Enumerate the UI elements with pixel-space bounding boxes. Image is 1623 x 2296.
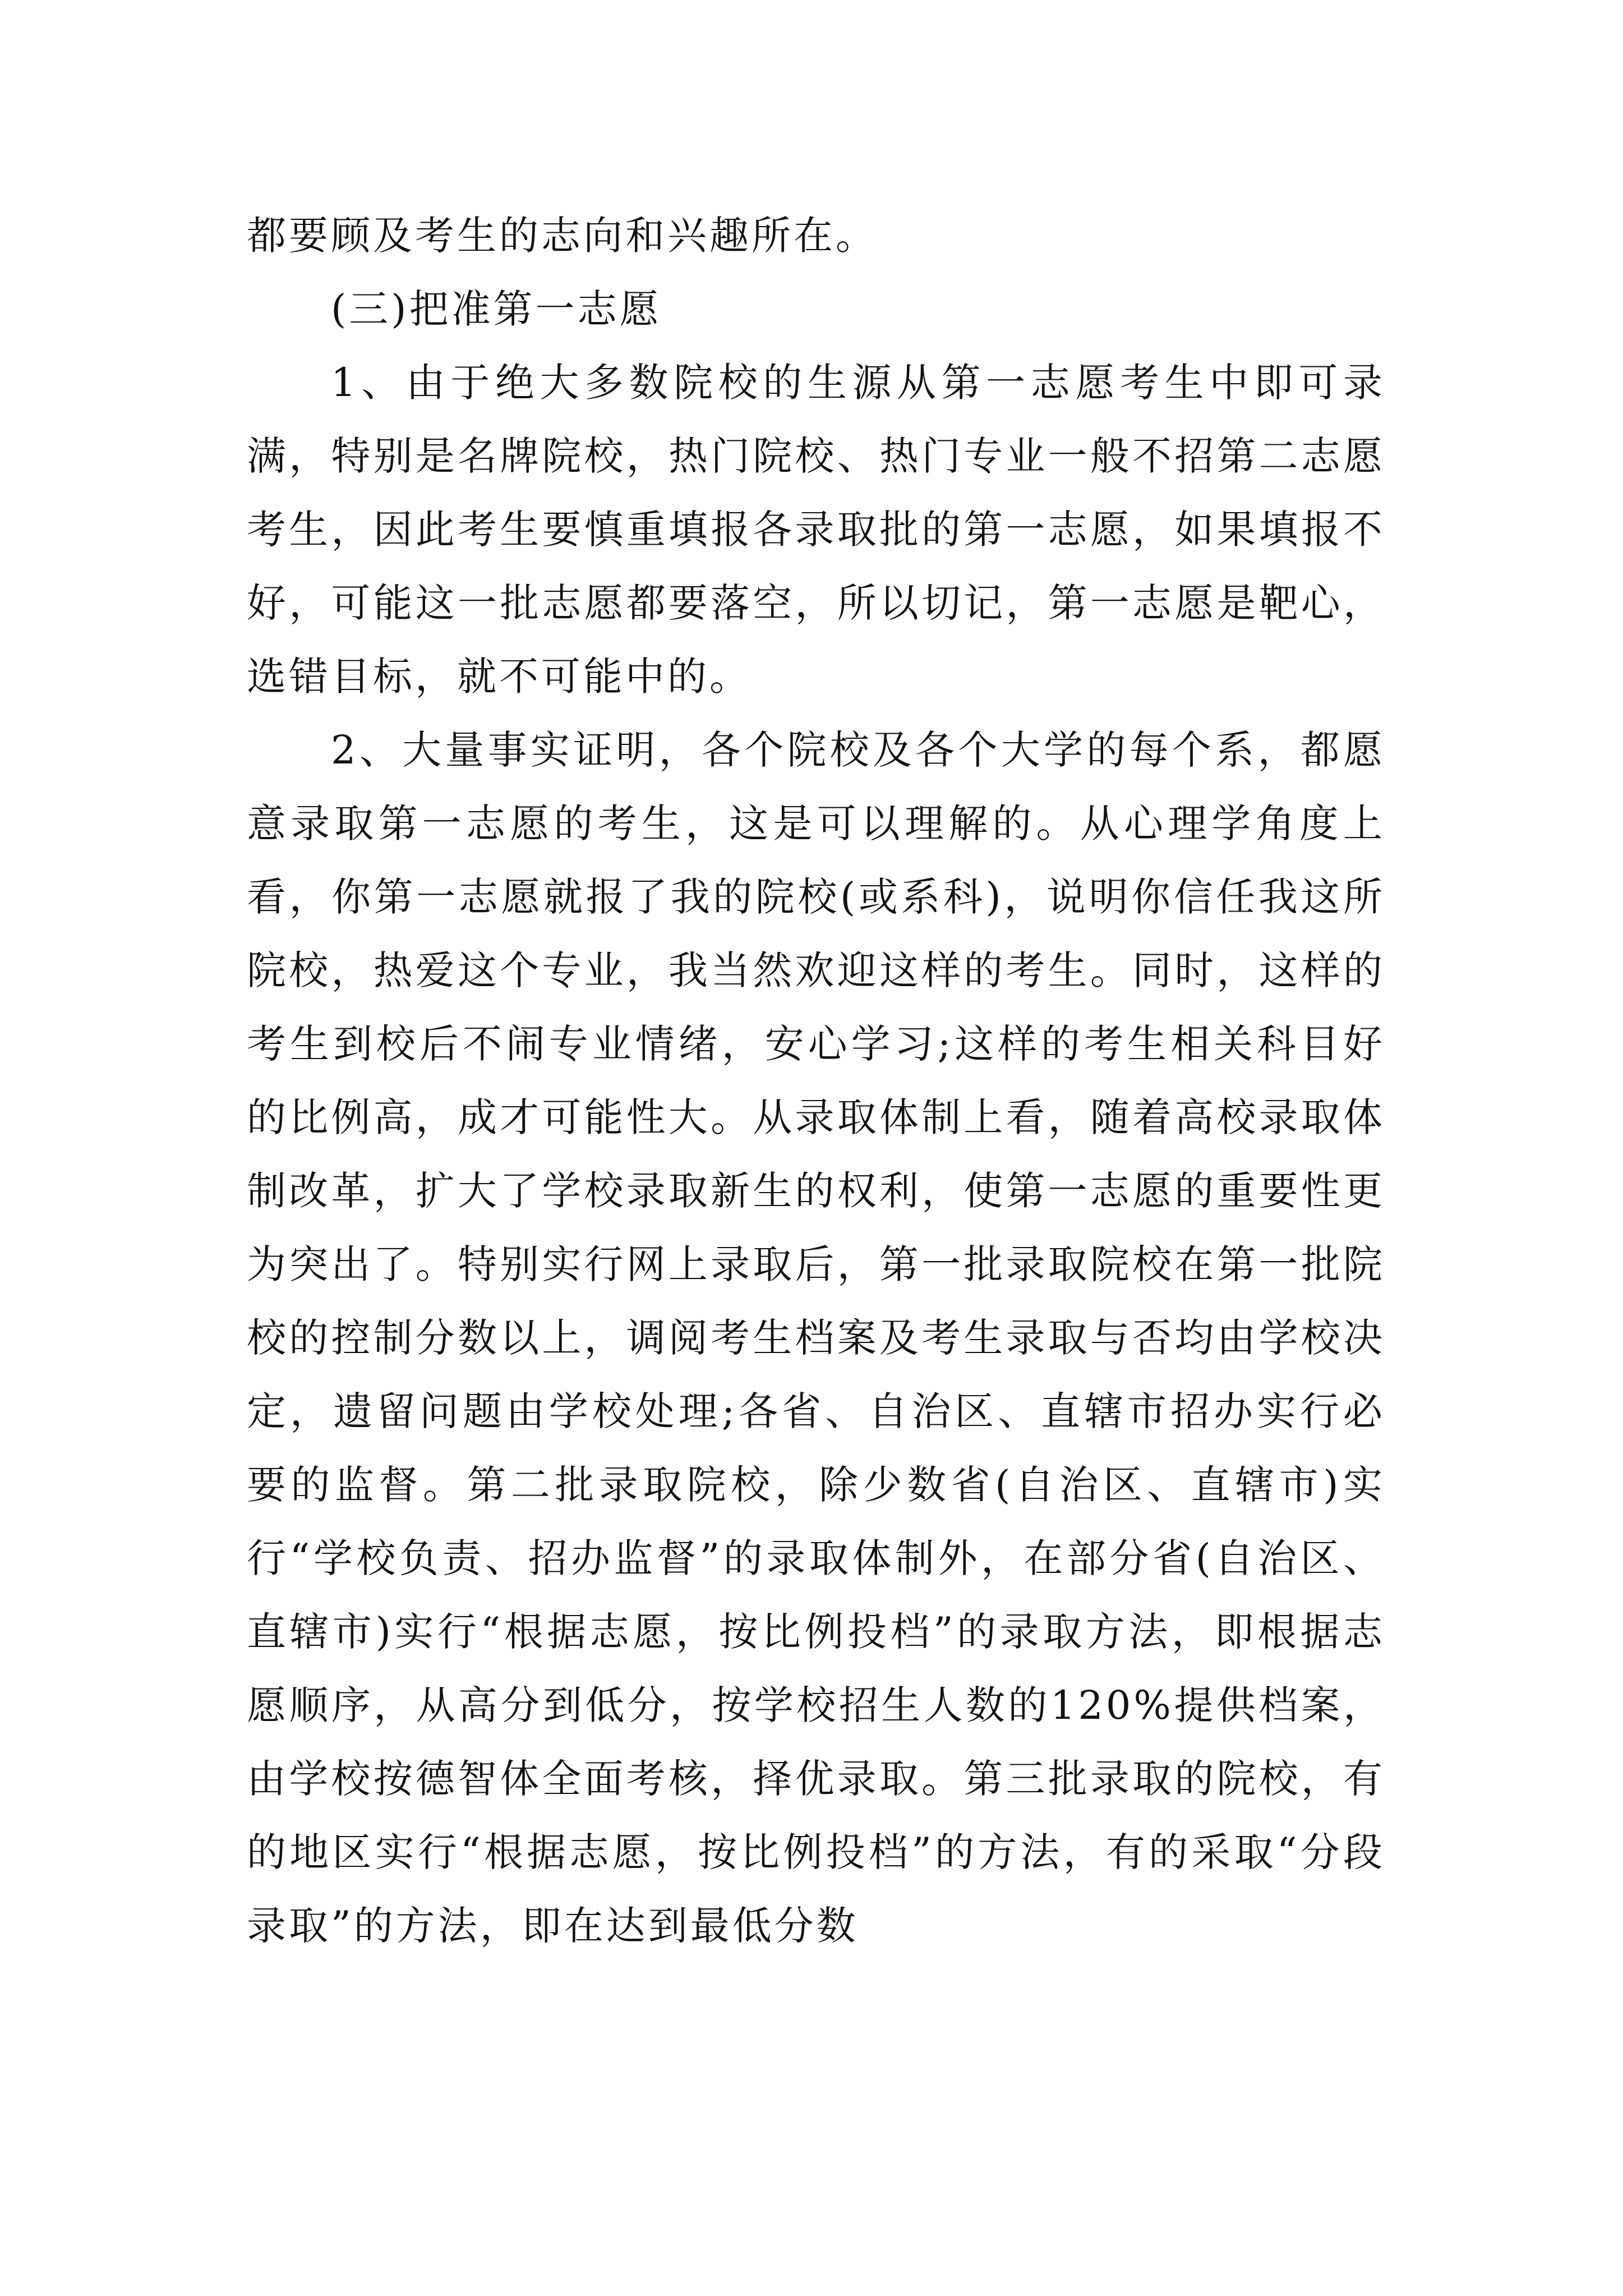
section-heading: (三)把准第一志愿	[331, 286, 662, 332]
paragraph-continuation: 都要顾及考生的志向和兴趣所在。	[247, 213, 878, 259]
document-page	[247, 199, 1385, 1963]
paragraph-point-1: 1、由于绝大多数院校的生源从第一志愿考生中即可录满，特别是名牌院校，热门院校、热门专业一般不招第二志愿考生，因此考生要慎重填报各录取批的第一志愿，如果填报不好，可能这一批志愿都要落空，所以切记，第一志愿是靶心，选错目标，就不可能中的。	[247, 360, 1385, 700]
paragraph-point-2: 2、大量事实证明，各个院校及各个大学的每个系，都愿意录取第一志愿的考生，这是可以理解的。从心理学角度上看，你第一志愿就报了我的院校(或系科)，说明你信任我这所院校，热爱这个专业，我当然欢迎这样的考生。同时，这样的考生到校后不闹专业情绪，安心学习;这样的考生相关科目好的比例高，成才可能性大。从录取体制上看，随着高校录取体制改革，扩大了学校录取新生的权利，使第一志愿的重要性更为突出了。特别实行网上录取后，第一批录取院校在第一批院校的控制分数以上，调阅考生档案及考生录取与否均由学校决定，遗留问题由学校处理;各省、自治区、直辖市招办实行必要的监督。第二批录取院校，除少数省(自治区、直辖市)实行“学校负责、招办监督”的录取体制外，在部分省(自治区、直辖市)实行“根据志愿，按比例投档”的录取方法，即根据志愿顺序，从高分到低分，按学校招生人数的120%提供档案，由学校按德智体全面考核，择优录取。第三批录取的院校，有的地区实行“根据志愿，按比例投档”的方法，有的采取“分段录取”的方法，即在达到最低分数	[247, 727, 1385, 1949]
